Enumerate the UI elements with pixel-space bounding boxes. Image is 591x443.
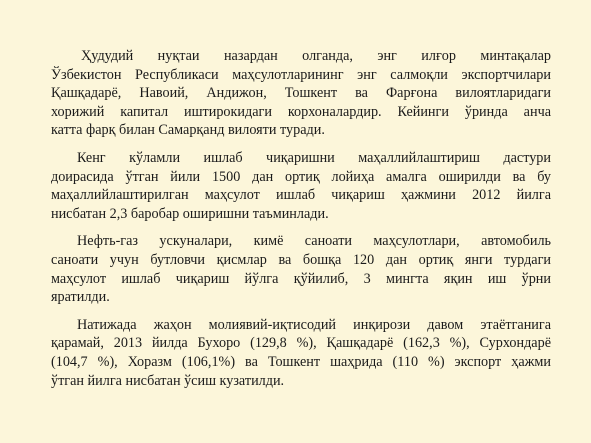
text-line: Ўзбекистон Республикаси маҳсулотларининг энг салмоқли экспортчилари — [51, 66, 551, 83]
text-line: Ҳудудий нуқтаи назардан олганда, энг илғор минтақалар — [81, 48, 551, 64]
text-line: хорижий капитал иштирокидаги корхоналардир. Кейинги ўринда анча — [51, 103, 551, 120]
text-line: саноати учун бутловчи қисмлар ва бошқа 120 дан ортиқ янги турдаги — [51, 251, 551, 268]
paragraph-2 — [51, 149, 551, 223]
text-line: доирасида ўтган йили 1500 дан ортиқ лойиҳа амалга оширилди ва бу — [51, 168, 551, 185]
text-line: маҳсулот ишлаб чиқариш йўлга қўйилиб, 3 мингта яқин иш ўрни — [51, 270, 551, 287]
text-line: яратилди. — [51, 289, 110, 306]
paragraph-4 — [51, 316, 551, 390]
text-line: ўтган йилга нисбатан ўсиш кузатилди. — [51, 372, 285, 389]
document-body — [51, 47, 551, 399]
text-line: Натижада жаҳон молиявий-иқтисодий инқирози давом этаётганига — [77, 316, 551, 333]
text-line: Нефть-газ ускуналари, кимё саноати маҳсулотлари, автомобиль — [77, 233, 551, 250]
paragraph-3 — [51, 232, 551, 306]
text-line: (104,7 %), Хоразм (106,1%) ва Тошкент шаҳрида (110 %) экспорт ҳажми — [51, 353, 551, 370]
text-line: Кенг кўламли ишлаб чиқаришни маҳаллийлаштириш дастури — [77, 149, 551, 166]
text-line: катта фарқ билан Самарқанд вилояти туради. — [51, 122, 325, 139]
paragraph-1 — [51, 47, 551, 140]
text-line: қарамай, 2013 йилда Бухоро (129,8 %), Қашқадарё (162,3 %), Сурхондарё — [51, 335, 551, 352]
text-line: Қашқадарё, Навоий, Андижон, Тошкент ва Фарғона вилоятларидаги — [51, 85, 551, 102]
text-line: нисбатан 2,3 баробар оширишни таъминлади. — [51, 205, 329, 222]
text-line: маҳаллийлаштирилган маҳсулот ишлаб чиқариш ҳажмини 2012 йилга — [51, 187, 551, 204]
